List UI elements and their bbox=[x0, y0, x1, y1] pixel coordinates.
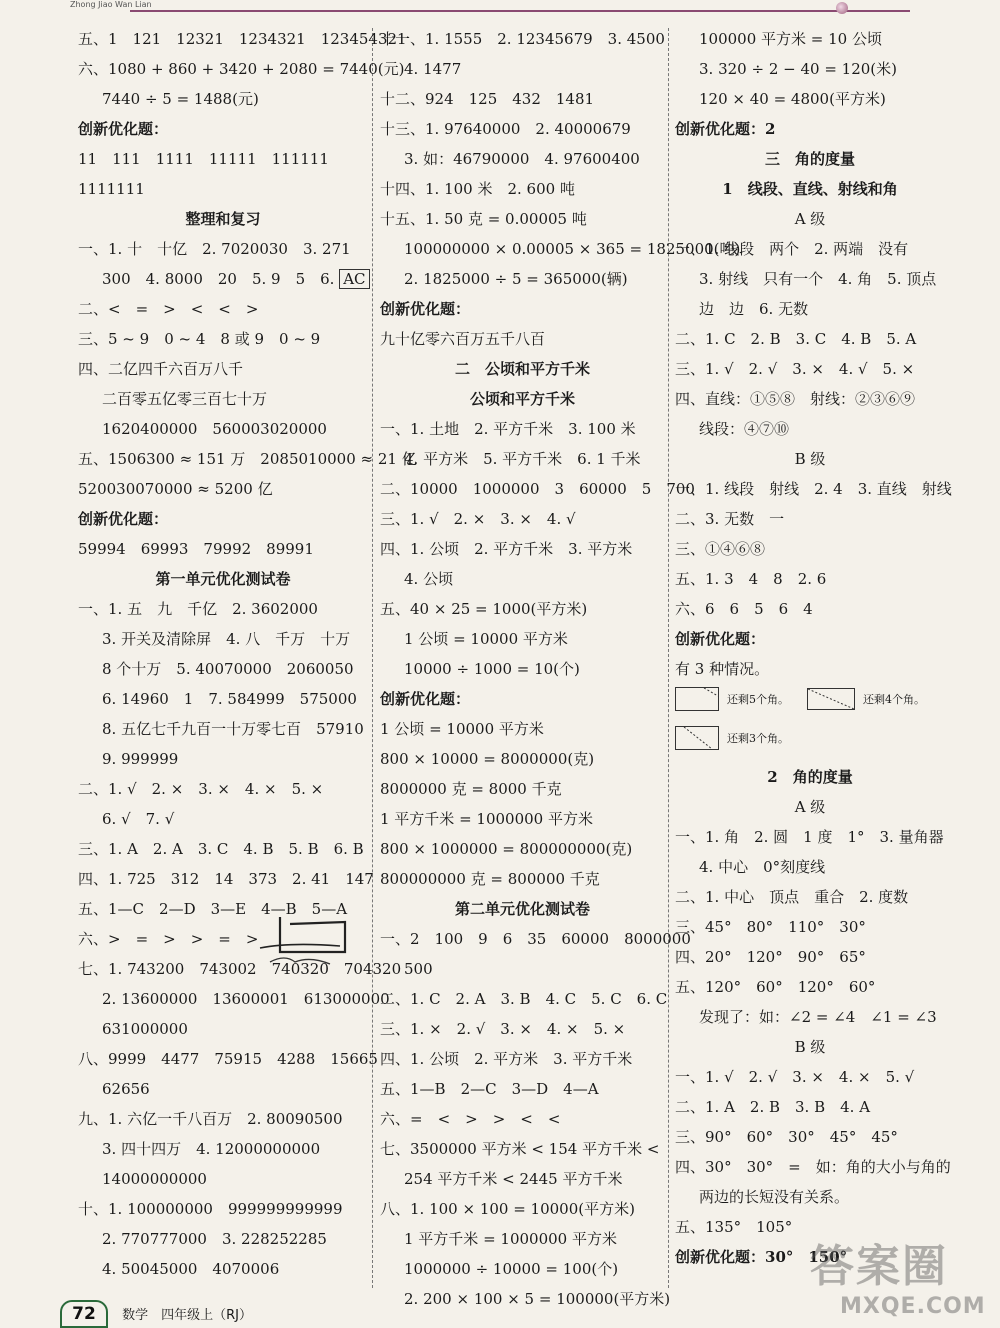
answer-line bbox=[675, 54, 945, 84]
answer-line bbox=[78, 864, 374, 894]
answer-line bbox=[78, 414, 368, 444]
answer-line bbox=[78, 624, 368, 654]
answer-text: 100000000 × 0.00005 × 365 = 1825000(吨) bbox=[404, 240, 741, 258]
answer-line bbox=[380, 684, 665, 714]
answer-text: 十三、1. 97640000 2. 40000679 bbox=[380, 120, 631, 138]
answer-line bbox=[78, 654, 368, 684]
answer-text: 一、1. 线段 射线 2. 4 3. 直线 射线 bbox=[675, 480, 952, 498]
answer-line bbox=[675, 564, 945, 594]
answer-text: 九、1. 六亿一千八百万 2. 80090500 bbox=[78, 1110, 343, 1128]
answer-text: 三 角的度量 bbox=[764, 150, 855, 168]
answer-text: 五、120° 60° 120° 60° bbox=[675, 978, 876, 996]
answer-line bbox=[78, 264, 368, 294]
answer-line bbox=[380, 624, 665, 654]
answer-text: 公顷和平方千米 bbox=[469, 390, 575, 408]
answer-text: 4. 50045000 4070006 bbox=[102, 1260, 280, 1278]
answer-text: 2. 770777000 3. 228252285 bbox=[102, 1230, 327, 1248]
section-heading bbox=[675, 762, 945, 792]
answer-text: 四、30° 30° = 如：角的大小与角的 bbox=[675, 1158, 951, 1176]
answer-text: 二、10000 1000000 3 60000 5 700 bbox=[380, 480, 695, 498]
answer-text: 300 4. 8000 20 5. 9 5 6. bbox=[102, 270, 340, 288]
answer-text: 两边的长短没有关系。 bbox=[699, 1188, 850, 1206]
answer-text: 六、6 6 5 6 4 bbox=[675, 600, 813, 618]
answer-line bbox=[675, 852, 945, 882]
answer-line bbox=[380, 1134, 665, 1164]
answer-line bbox=[380, 504, 665, 534]
level-label bbox=[675, 204, 945, 234]
answer-line bbox=[380, 444, 665, 474]
answer-line bbox=[78, 234, 368, 264]
answer-line bbox=[675, 354, 945, 384]
answer-text: 1 线段、直线、射线和角 bbox=[722, 180, 898, 198]
answer-text: 二、1. A 2. B 3. B 4. A bbox=[675, 1098, 871, 1116]
answer-text: 9. 999999 bbox=[102, 750, 179, 768]
answer-column-1 bbox=[78, 24, 417, 1284]
figure-caption: 还剩3个角。 bbox=[727, 732, 789, 745]
answer-line bbox=[380, 984, 668, 1014]
answer-text: 4. 平方米 5. 平方千米 6. 1 千米 bbox=[404, 450, 641, 468]
answer-line bbox=[380, 204, 665, 234]
answer-line bbox=[78, 1104, 368, 1134]
answer-line bbox=[78, 1194, 368, 1224]
answer-text: 1 平方千米 = 1000000 平方米 bbox=[380, 810, 593, 828]
answer-line bbox=[675, 384, 945, 414]
answer-text: 发现了：如：∠2 = ∠4 ∠1 = ∠3 bbox=[699, 1008, 937, 1026]
answer-text: 4. 公顷 bbox=[404, 570, 454, 588]
answer-text: 十五、1. 50 克 = 0.00005 吨 bbox=[380, 210, 587, 228]
answer-line bbox=[380, 594, 665, 624]
answer-line bbox=[78, 534, 368, 564]
answer-text: 第二单元优化测试卷 bbox=[454, 900, 590, 918]
answer-line bbox=[380, 414, 665, 444]
answer-text: 六、1080 + 860 + 3420 + 2080 = 7440(元) bbox=[78, 60, 405, 78]
answer-text: 二 公顷和平方千米 bbox=[454, 360, 590, 378]
answer-line bbox=[380, 534, 665, 564]
answer-line bbox=[675, 1062, 945, 1092]
answer-text: 3. 如：46790000 4. 97600400 bbox=[404, 150, 640, 168]
section-heading bbox=[380, 384, 665, 414]
section-heading bbox=[675, 174, 945, 204]
answer-line bbox=[675, 24, 945, 54]
answer-text: 一、1. 线段 两个 2. 两端 没有 bbox=[675, 240, 909, 258]
answer-text: 七、3500000 平方米 < 154 平方千米 < bbox=[380, 1140, 660, 1158]
answer-text: 第一单元优化测试卷 bbox=[155, 570, 291, 588]
answer-line bbox=[380, 234, 741, 264]
answer-line bbox=[675, 324, 945, 354]
site-watermark bbox=[810, 1230, 1000, 1326]
answer-text: 创新优化题：30° 150° bbox=[675, 1248, 848, 1266]
section-heading bbox=[78, 204, 368, 234]
answer-text: 一、1. √ 2. √ 3. × 4. × 5. √ bbox=[675, 1068, 915, 1086]
answer-text: 八、1. 100 × 100 = 10000(平方米) bbox=[380, 1200, 635, 1218]
answer-line bbox=[78, 384, 368, 414]
answer-text: 十四、1. 100 米 2. 600 吨 bbox=[380, 180, 575, 198]
answer-line bbox=[78, 504, 368, 534]
answer-text: 2. 13600000 13600001 613000000 bbox=[102, 990, 390, 1008]
answer-text: 8. 五亿七千九百一十万零七百 57910 bbox=[102, 720, 364, 738]
answer-text: 创新优化题： bbox=[78, 510, 169, 528]
answer-text: 创新优化题： bbox=[380, 300, 471, 318]
answer-text: 五、40 × 25 = 1000(平方米) bbox=[380, 600, 588, 618]
answer-text: 创新优化题： bbox=[78, 120, 169, 138]
answer-text: 五、1—C 2—D 3—E 4—B 5—A bbox=[78, 900, 348, 918]
answer-line bbox=[380, 834, 665, 864]
answer-line bbox=[78, 54, 405, 84]
section-heading bbox=[380, 894, 665, 924]
answer-line bbox=[380, 804, 665, 834]
rectangle-figure bbox=[675, 726, 719, 750]
answer-text: 二、1. 中心 顶点 重合 2. 度数 bbox=[675, 888, 909, 906]
answer-line bbox=[675, 1182, 945, 1212]
answer-line bbox=[675, 264, 945, 294]
handwritten-scribble bbox=[250, 912, 360, 972]
answer-text: 三、5 ~ 9 0 ~ 4 8 或 9 0 ~ 9 bbox=[78, 330, 321, 348]
page-footer bbox=[60, 1300, 320, 1326]
answer-line bbox=[78, 294, 368, 324]
answer-text: 3. 四十四万 4. 12000000000 bbox=[102, 1140, 321, 1158]
answer-line bbox=[380, 1284, 671, 1314]
answer-line bbox=[675, 234, 945, 264]
page-header bbox=[0, 0, 1000, 22]
answer-text: 一、1. 十 十亿 2. 7020030 3. 271 bbox=[78, 240, 351, 258]
answer-line bbox=[675, 534, 945, 564]
header-ornament bbox=[836, 2, 848, 14]
answer-text: 8 个十万 5. 40070000 2060050 bbox=[102, 660, 354, 678]
answer-text: 一、1. 角 2. 圆 1 度 1° 3. 量角器 bbox=[675, 828, 944, 846]
answer-line bbox=[675, 84, 945, 114]
answer-text: 五、1. 3 4 8 2. 6 bbox=[675, 570, 827, 588]
section-heading bbox=[78, 564, 368, 594]
answer-text: 14000000000 bbox=[102, 1170, 207, 1188]
answer-text: 十一、1. 1555 2. 12345679 3. 4500 bbox=[380, 30, 665, 48]
answer-line bbox=[380, 864, 665, 894]
header-rule bbox=[130, 10, 910, 12]
answer-line bbox=[78, 1224, 368, 1254]
answer-text: 2. 1825000 ÷ 5 = 365000(辆) bbox=[404, 270, 628, 288]
answer-line bbox=[380, 564, 665, 594]
answer-line bbox=[78, 354, 368, 384]
answer-line bbox=[380, 714, 665, 744]
answer-text: 二百零五亿零三百七十万 bbox=[102, 390, 268, 408]
answer-line bbox=[675, 624, 945, 654]
answer-line bbox=[380, 1224, 665, 1254]
answer-text: 520030070000 ≈ 5200 亿 bbox=[78, 480, 273, 498]
answer-line bbox=[380, 264, 665, 294]
answer-text: 3. 320 ÷ 2 − 40 = 120(米) bbox=[699, 60, 897, 78]
answer-text: 2 角的度量 bbox=[767, 768, 853, 786]
answer-text: 三、1. A 2. A 3. C 4. B 5. B 6. B bbox=[78, 840, 364, 858]
answer-line bbox=[380, 1194, 665, 1224]
answer-text: 631000000 bbox=[102, 1020, 188, 1038]
answer-text: 整理和复习 bbox=[185, 210, 261, 228]
answer-text: 四、1. 725 312 14 373 2. 41 147 bbox=[78, 870, 374, 888]
answer-text: 边 边 6. 无数 bbox=[699, 300, 809, 318]
answer-line bbox=[675, 882, 945, 912]
answer-line bbox=[675, 654, 945, 684]
answer-text: 254 平方千米 < 2445 平方千米 bbox=[404, 1170, 623, 1188]
answer-line bbox=[78, 1254, 368, 1284]
brand-text: Zhong Jiao Wan Lian bbox=[70, 0, 152, 9]
answer-text: 800 × 10000 = 8000000(克) bbox=[380, 750, 595, 768]
answer-line bbox=[380, 654, 665, 684]
answer-line bbox=[380, 84, 665, 114]
answer-text: 10000 ÷ 1000 = 10(个) bbox=[404, 660, 580, 678]
answer-text: 二、< = > < < > bbox=[78, 300, 259, 318]
answer-text: 120 × 40 = 4800(平方米) bbox=[699, 90, 886, 108]
answer-line bbox=[675, 504, 945, 534]
level-label bbox=[675, 792, 945, 822]
answer-text: 1000000 ÷ 10000 = 100(个) bbox=[404, 1260, 619, 1278]
answer-line bbox=[380, 114, 665, 144]
answer-text: A 级 bbox=[794, 798, 826, 816]
answer-text: 有 3 种情况。 bbox=[675, 660, 770, 678]
answer-line bbox=[78, 804, 368, 834]
answer-text: 二、1. C 2. B 3. C 4. B 5. A bbox=[675, 330, 917, 348]
answer-text: 100000 平方米 = 10 公顷 bbox=[699, 30, 882, 48]
answer-line bbox=[380, 1044, 665, 1074]
answer-text: 创新优化题： bbox=[675, 630, 766, 648]
answer-line bbox=[380, 1074, 665, 1104]
answer-text: A 级 bbox=[794, 210, 826, 228]
answer-line bbox=[675, 972, 945, 1002]
answer-line bbox=[78, 594, 368, 624]
answer-text: 1111111 bbox=[78, 180, 145, 198]
answer-line bbox=[675, 1002, 945, 1032]
answer-text: B 级 bbox=[794, 1038, 826, 1056]
answer-text: 四、1. 公顷 2. 平方米 3. 平方千米 bbox=[380, 1050, 633, 1068]
answer-text: 4. 1477 bbox=[404, 60, 462, 78]
answer-text: 三、45° 80° 110° 30° bbox=[675, 918, 866, 936]
section-heading bbox=[675, 144, 945, 174]
answer-line bbox=[78, 1074, 368, 1104]
answer-text: 七、1. 743200 743002 740320 704320 bbox=[78, 960, 402, 978]
answer-text: 59994 69993 79992 89991 bbox=[78, 540, 314, 558]
answer-text: 五、1506300 ≈ 151 万 2085010000 ≈ 21 亿 bbox=[78, 450, 417, 468]
answer-text: 四、1. 公顷 2. 平方千米 3. 平方米 bbox=[380, 540, 633, 558]
answer-text: 1 公顷 = 10000 平方米 bbox=[404, 630, 568, 648]
answer-line bbox=[380, 144, 665, 174]
answer-text: 一、1. 五 九 千亿 2. 3602000 bbox=[78, 600, 318, 618]
answer-text: 500 bbox=[404, 960, 433, 978]
answer-text: 创新优化题：2 bbox=[675, 120, 776, 138]
answer-text: 2. 200 × 100 × 5 = 100000(平方米) bbox=[404, 1290, 671, 1308]
answer-line bbox=[380, 1254, 665, 1284]
figure-caption: 还剩4个角。 bbox=[863, 693, 925, 706]
answer-line bbox=[78, 1014, 368, 1044]
answer-line bbox=[380, 954, 665, 984]
answer-line bbox=[380, 24, 665, 54]
answer-column-3 bbox=[675, 24, 952, 1272]
answer-line bbox=[380, 54, 665, 84]
answer-line bbox=[78, 144, 368, 174]
answer-text: 十、1. 100000000 999999999999 bbox=[78, 1200, 343, 1218]
answer-text: 1 公顷 = 10000 平方米 bbox=[380, 720, 544, 738]
answer-line bbox=[380, 174, 665, 204]
answer-text: 四、二亿四千六百万八千 bbox=[78, 360, 244, 378]
answer-line bbox=[78, 714, 368, 744]
answer-text: 五、135° 105° bbox=[675, 1218, 793, 1236]
answer-line bbox=[380, 924, 691, 954]
level-label bbox=[675, 1032, 945, 1062]
answer-text: 五、1 121 12321 1234321 123454321 bbox=[78, 30, 407, 48]
answer-line bbox=[380, 1014, 665, 1044]
answer-text: 一、2 100 9 6 35 60000 8000000 bbox=[380, 930, 691, 948]
answer-line bbox=[78, 744, 368, 774]
answer-line bbox=[78, 1164, 368, 1194]
answer-text: 3. 射线 只有一个 4. 角 5. 顶点 bbox=[699, 270, 937, 288]
answer-line bbox=[675, 912, 945, 942]
boxed-answer: AC bbox=[339, 269, 369, 289]
answer-text: 创新优化题： bbox=[380, 690, 471, 708]
figure-row bbox=[675, 684, 945, 714]
answer-text: 四、直线：①⑤⑧ 射线：②③⑥⑨ bbox=[675, 390, 916, 408]
answer-line bbox=[675, 1092, 945, 1122]
answer-line bbox=[78, 834, 368, 864]
answer-text: 线段：④⑦⑩ bbox=[699, 420, 790, 438]
answer-text: 二、1. C 2. A 3. B 4. C 5. C 6. C bbox=[380, 990, 668, 1008]
answer-text: 四、20° 120° 90° 65° bbox=[675, 948, 866, 966]
answer-text: 三、1. √ 2. × 3. × 4. √ bbox=[380, 510, 576, 528]
answer-line bbox=[380, 474, 695, 504]
answer-line bbox=[380, 774, 665, 804]
answer-line bbox=[675, 414, 945, 444]
answer-line bbox=[78, 984, 390, 1014]
section-heading bbox=[380, 354, 665, 384]
answer-text: 二、3. 无数 一 bbox=[675, 510, 785, 528]
answer-text: 三、1. √ 2. √ 3. × 4. √ 5. × bbox=[675, 360, 915, 378]
answer-line bbox=[675, 1152, 951, 1182]
answer-line bbox=[380, 324, 665, 354]
answer-line bbox=[78, 444, 417, 474]
answer-line bbox=[78, 1134, 368, 1164]
answer-line bbox=[675, 1122, 945, 1152]
answer-text: 一、1. 土地 2. 平方千米 3. 100 米 bbox=[380, 420, 636, 438]
answer-text: 8000000 克 = 8000 千克 bbox=[380, 780, 562, 798]
answer-text: 6. √ 7. √ bbox=[102, 810, 175, 828]
answer-line bbox=[675, 594, 945, 624]
answer-text: 62656 bbox=[102, 1080, 150, 1098]
answer-text: 六、= < > > < < bbox=[380, 1110, 561, 1128]
answer-text: 九十亿零六百万五千八百 bbox=[380, 330, 546, 348]
answer-line bbox=[675, 822, 945, 852]
answer-text: 7440 ÷ 5 = 1488(元) bbox=[102, 90, 259, 108]
answer-line bbox=[78, 474, 368, 504]
answer-line bbox=[78, 174, 368, 204]
figure-row bbox=[675, 714, 945, 762]
answer-text: 三、①④⑥⑧ bbox=[675, 540, 766, 558]
answer-line bbox=[78, 1044, 378, 1074]
answer-text: 1620400000 560003020000 bbox=[102, 420, 327, 438]
answer-text: B 级 bbox=[794, 450, 826, 468]
answer-text: 800 × 1000000 = 800000000(克) bbox=[380, 840, 633, 858]
answer-text: 五、1—B 2—C 3—D 4—A bbox=[380, 1080, 599, 1098]
answer-line bbox=[78, 84, 368, 114]
watermark-url: MXQE.COM bbox=[840, 1294, 986, 1319]
level-label bbox=[675, 444, 945, 474]
answer-line bbox=[380, 1104, 665, 1134]
watermark-text: 答案圈 bbox=[810, 1241, 948, 1292]
answer-text: 六、> = > > = > bbox=[78, 930, 259, 948]
answer-text: 十二、924 125 432 1481 bbox=[380, 90, 595, 108]
rectangle-figure bbox=[807, 688, 855, 710]
column-divider bbox=[668, 28, 669, 1288]
answer-text: 三、1. × 2. √ 3. × 4. × 5. × bbox=[380, 1020, 626, 1038]
answer-text: 6. 14960 1 7. 584999 575000 bbox=[102, 690, 357, 708]
answer-text: 八、9999 4477 75915 4288 15665 bbox=[78, 1050, 378, 1068]
answer-line bbox=[380, 294, 665, 324]
answer-text: 1 平方千米 = 1000000 平方米 bbox=[404, 1230, 617, 1248]
answer-line bbox=[675, 942, 945, 972]
figure-caption: 还剩5个角。 bbox=[727, 693, 789, 706]
answer-line bbox=[78, 324, 368, 354]
answer-text: 4. 中心 0°刻度线 bbox=[699, 858, 826, 876]
answer-text: 三、90° 60° 30° 45° 45° bbox=[675, 1128, 898, 1146]
answer-line bbox=[675, 294, 945, 324]
answer-line bbox=[380, 744, 665, 774]
answer-text: 800000000 克 = 800000 千克 bbox=[380, 870, 600, 888]
column-divider bbox=[372, 28, 373, 1288]
answer-line bbox=[78, 24, 407, 54]
answer-text: 11 111 1111 11111 111111 bbox=[78, 150, 329, 168]
answer-line bbox=[675, 474, 952, 504]
answer-line bbox=[380, 1164, 665, 1194]
answer-line bbox=[78, 684, 368, 714]
page-number: 72 bbox=[60, 1300, 108, 1328]
answer-line bbox=[78, 114, 368, 144]
rectangle-figure bbox=[675, 687, 719, 711]
book-subject: 数学 四年级上（RJ） bbox=[122, 1308, 253, 1323]
answer-text: 3. 开关及清除屏 4. 八 千万 十万 bbox=[102, 630, 351, 648]
answer-line bbox=[78, 774, 368, 804]
answer-line bbox=[675, 114, 945, 144]
answer-text: 二、1. √ 2. × 3. × 4. × 5. × bbox=[78, 780, 324, 798]
